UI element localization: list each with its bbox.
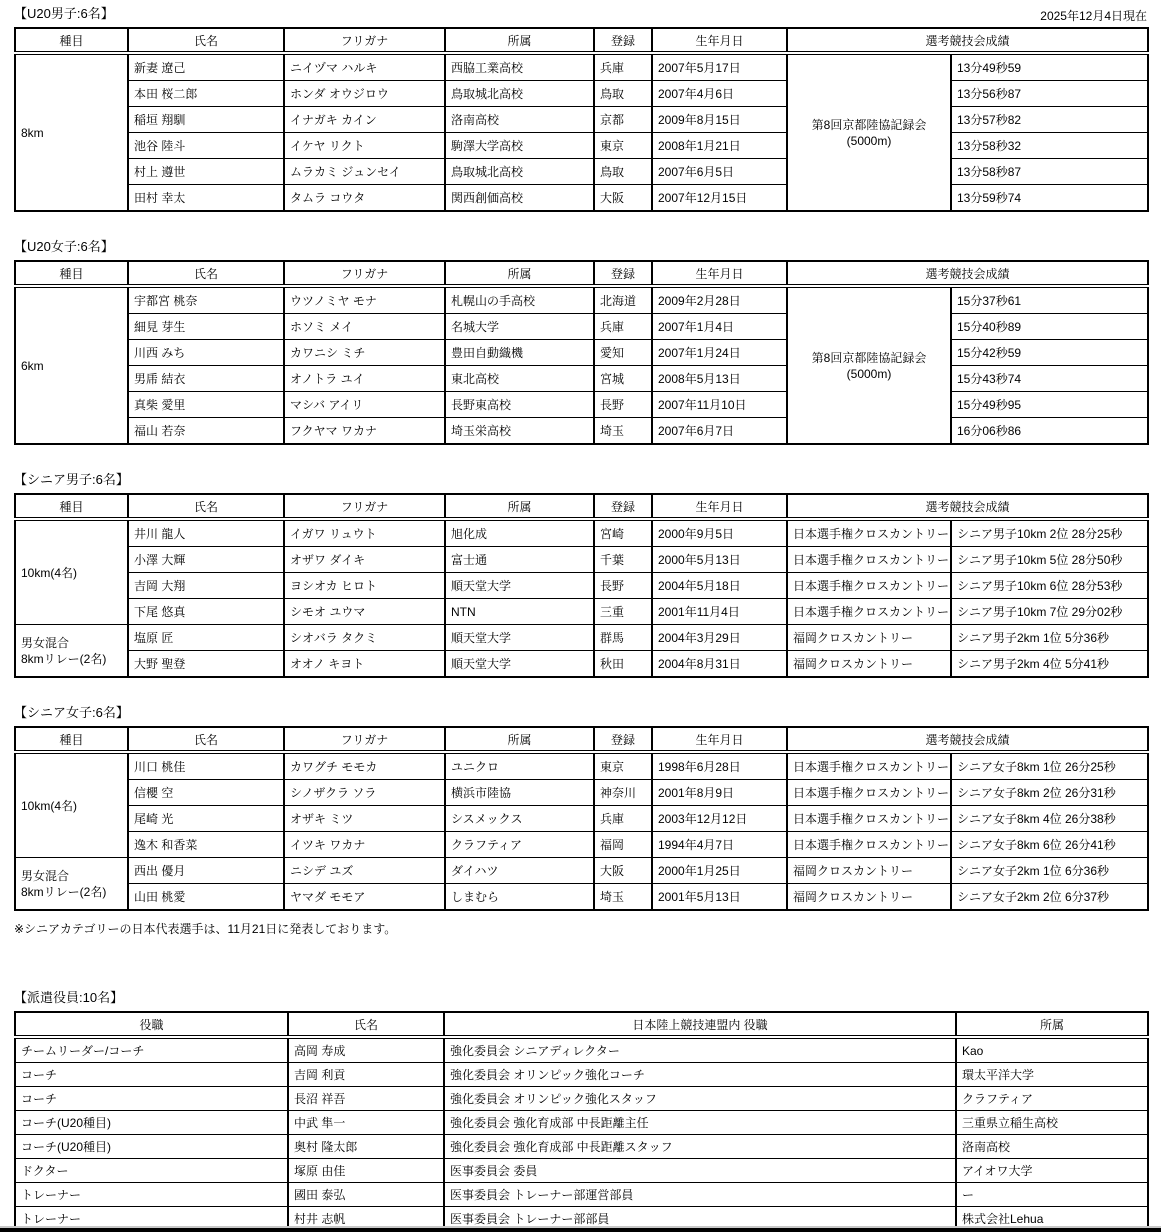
meet-cell: 日本選手権クロスカントリー xyxy=(787,599,951,625)
staff-name: 奥村 隆太郎 xyxy=(288,1135,444,1159)
athlete-name: 男乕 結衣 xyxy=(128,366,284,392)
meet-cell xyxy=(787,53,951,211)
meet-name: 第8回京都陸協記録会 xyxy=(811,117,927,132)
staff-role: チームリーダー/コーチ xyxy=(15,1037,288,1063)
athlete-dob: 2007年4月6日 xyxy=(652,81,787,107)
athlete-name: 池谷 陸斗 xyxy=(128,133,284,159)
staff-federation-role: 強化委員会 強化育成部 中長距離スタッフ xyxy=(444,1135,956,1159)
section-title-senior-women: 【シニア女子:6名】 xyxy=(14,705,129,720)
col-header-federation-role: 日本陸上競技連盟内 役職 xyxy=(444,1012,956,1037)
section-title-senior-men: 【シニア男子:6名】 xyxy=(14,472,129,487)
athlete-dob: 2004年8月31日 xyxy=(652,651,787,678)
athlete-team: 鳥取城北高校 xyxy=(445,159,594,185)
athlete-pref: 東京 xyxy=(594,752,652,780)
athlete-team: 札幌山の手高校 xyxy=(445,286,594,314)
event-cell xyxy=(15,858,128,911)
meet-cell: 日本選手権クロスカントリー xyxy=(787,832,951,858)
athlete-team: 洛南高校 xyxy=(445,107,594,133)
staff-team: 株式会社Lehua xyxy=(956,1207,1148,1232)
table-row xyxy=(15,1063,1148,1087)
col-header-team: 所属 xyxy=(445,261,594,286)
athlete-kana: マシバ アイリ xyxy=(284,392,445,418)
athlete-dob: 2007年11月10日 xyxy=(652,392,787,418)
meet-cell: 福岡クロスカントリー xyxy=(787,884,951,911)
athlete-dob: 2000年1月25日 xyxy=(652,858,787,884)
table-row xyxy=(15,185,1148,212)
table-row xyxy=(15,107,1148,133)
col-header-kana: フリガナ xyxy=(284,28,445,53)
col-header-event: 種目 xyxy=(15,261,128,286)
col-header-team: 所属 xyxy=(445,28,594,53)
staff-federation-role: 強化委員会 シニアディレクター xyxy=(444,1037,956,1063)
staff-federation-role: 強化委員会 オリンピック強化スタッフ xyxy=(444,1087,956,1111)
col-header-kana: フリガナ xyxy=(284,494,445,519)
athlete-pref: 長野 xyxy=(594,392,652,418)
athlete-kana: イナガキ カイン xyxy=(284,107,445,133)
staff-federation-role: 医事委員会 トレーナー部部員 xyxy=(444,1207,956,1232)
staff-role: トレーナー xyxy=(15,1183,288,1207)
athlete-kana: シオバラ タクミ xyxy=(284,625,445,651)
athlete-name: 真柴 愛里 xyxy=(128,392,284,418)
athlete-dob: 2009年8月15日 xyxy=(652,107,787,133)
athlete-pref: 北海道 xyxy=(594,286,652,314)
table-row xyxy=(15,81,1148,107)
staff-name: 長沼 祥吾 xyxy=(288,1087,444,1111)
event-cell xyxy=(15,625,128,678)
col-header-dob: 生年月日 xyxy=(652,727,787,752)
athlete-dob: 2004年3月29日 xyxy=(652,625,787,651)
athlete-name: 逸木 和香菜 xyxy=(128,832,284,858)
athlete-team: 名城大学 xyxy=(445,314,594,340)
col-header-pref: 登録 xyxy=(594,727,652,752)
athlete-name: 西出 優月 xyxy=(128,858,284,884)
athlete-result: シニア女子8km 1位 26分25秒 xyxy=(951,752,1148,780)
athlete-kana: イケヤ リクト xyxy=(284,133,445,159)
athlete-pref: 兵庫 xyxy=(594,806,652,832)
athlete-team: 駒澤大学高校 xyxy=(445,133,594,159)
table-row xyxy=(15,752,1148,780)
athlete-name: 村上 遵世 xyxy=(128,159,284,185)
col-header-pref: 登録 xyxy=(594,261,652,286)
event-cell: 10km(4名) xyxy=(15,752,128,858)
col-header-name: 氏名 xyxy=(128,494,284,519)
staff-team: 洛南高校 xyxy=(956,1135,1148,1159)
athlete-team: 関西創価高校 xyxy=(445,185,594,212)
table-row xyxy=(15,573,1148,599)
senior-men-table xyxy=(14,493,1149,678)
meet-cell: 日本選手権クロスカントリー xyxy=(787,780,951,806)
athlete-result: 13分59秒74 xyxy=(951,185,1148,212)
meet-cell: 日本選手権クロスカントリー xyxy=(787,752,951,780)
meet-cell xyxy=(787,286,951,444)
col-header-team: 所属 xyxy=(956,1012,1148,1037)
athlete-team: 順天堂大学 xyxy=(445,573,594,599)
u20-women-table xyxy=(14,260,1149,445)
as-of-date: 2025年12月4日現在 xyxy=(1040,9,1147,23)
event-line: 8kmリレー(2名) xyxy=(21,651,107,666)
athlete-name: 信櫻 空 xyxy=(128,780,284,806)
table-row xyxy=(15,340,1148,366)
athlete-pref: 埼玉 xyxy=(594,418,652,445)
col-header-kana: フリガナ xyxy=(284,261,445,286)
meet-distance: (5000m) xyxy=(846,366,892,381)
athlete-kana: ムラカミ ジュンセイ xyxy=(284,159,445,185)
athlete-pref: 秋田 xyxy=(594,651,652,678)
athlete-dob: 2008年1月21日 xyxy=(652,133,787,159)
table-row xyxy=(15,884,1148,911)
athlete-pref: 大阪 xyxy=(594,858,652,884)
meet-cell: 福岡クロスカントリー xyxy=(787,651,951,678)
meet-cell: 福岡クロスカントリー xyxy=(787,625,951,651)
athlete-kana: ニイヅマ ハルキ xyxy=(284,53,445,81)
athlete-pref: 福岡 xyxy=(594,832,652,858)
athlete-pref: 埼玉 xyxy=(594,884,652,911)
event-line: 8kmリレー(2名) xyxy=(21,884,107,899)
table-row xyxy=(15,133,1148,159)
staff-team: ー xyxy=(956,1183,1148,1207)
athlete-name: 大野 聖登 xyxy=(128,651,284,678)
athlete-kana: ウツノミヤ モナ xyxy=(284,286,445,314)
table-row xyxy=(15,599,1148,625)
meet-cell: 日本選手権クロスカントリー xyxy=(787,573,951,599)
athlete-kana: オザワ ダイキ xyxy=(284,547,445,573)
athlete-team: 順天堂大学 xyxy=(445,625,594,651)
staff-role: コーチ(U20種目) xyxy=(15,1111,288,1135)
meet-cell: 福岡クロスカントリー xyxy=(787,858,951,884)
athlete-pref: 鳥取 xyxy=(594,81,652,107)
table-row xyxy=(15,1159,1148,1183)
athlete-kana: オノトラ ユイ xyxy=(284,366,445,392)
staff-role: トレーナー xyxy=(15,1207,288,1232)
athlete-result: シニア女子8km 6位 26分41秒 xyxy=(951,832,1148,858)
athlete-team: シスメックス xyxy=(445,806,594,832)
athlete-name: 稲垣 翔馴 xyxy=(128,107,284,133)
athlete-dob: 2007年5月17日 xyxy=(652,53,787,81)
staff-name: 塚原 由佳 xyxy=(288,1159,444,1183)
athlete-team: NTN xyxy=(445,599,594,625)
staff-name: 村井 志帆 xyxy=(288,1207,444,1232)
col-header-pref: 登録 xyxy=(594,28,652,53)
athlete-team: しまむら xyxy=(445,884,594,911)
athlete-pref: 東京 xyxy=(594,133,652,159)
athlete-kana: ニシデ ユズ xyxy=(284,858,445,884)
table-row xyxy=(15,53,1148,81)
athlete-team: クラフティア xyxy=(445,832,594,858)
athlete-dob: 2007年1月24日 xyxy=(652,340,787,366)
section-title-u20-men: 【U20男子:6名】 xyxy=(14,6,114,21)
col-header-result: 選考競技会成績 xyxy=(787,727,1148,752)
col-header-team: 所属 xyxy=(445,494,594,519)
staff-table xyxy=(14,1011,1149,1232)
meet-name: 第8回京都陸協記録会 xyxy=(811,350,927,365)
athlete-dob: 2001年5月13日 xyxy=(652,884,787,911)
table-row xyxy=(15,519,1148,547)
event-line: 男女混合 xyxy=(21,635,70,650)
athlete-pref: 京都 xyxy=(594,107,652,133)
athlete-team: 横浜市陸協 xyxy=(445,780,594,806)
athlete-pref: 長野 xyxy=(594,573,652,599)
staff-federation-role: 医事委員会 委員 xyxy=(444,1159,956,1183)
athlete-dob: 2009年2月28日 xyxy=(652,286,787,314)
athlete-team: 順天堂大学 xyxy=(445,651,594,678)
athlete-dob: 2007年12月15日 xyxy=(652,185,787,212)
table-row xyxy=(15,286,1148,314)
athlete-result: 13分49秒59 xyxy=(951,53,1148,81)
athlete-result: 15分49秒95 xyxy=(951,392,1148,418)
athlete-kana: オオノ キヨト xyxy=(284,651,445,678)
athlete-pref: 神奈川 xyxy=(594,780,652,806)
athlete-result: シニア男子10km 6位 28分53秒 xyxy=(951,573,1148,599)
athlete-pref: 兵庫 xyxy=(594,53,652,81)
table-row xyxy=(15,1037,1148,1063)
header-row xyxy=(15,28,1148,53)
staff-name: 吉岡 利貢 xyxy=(288,1063,444,1087)
table-row xyxy=(15,159,1148,185)
table-row xyxy=(15,1087,1148,1111)
senior-women-table xyxy=(14,726,1149,911)
athlete-name: 井川 龍人 xyxy=(128,519,284,547)
staff-team: 三重県立稲生高校 xyxy=(956,1111,1148,1135)
header-row xyxy=(15,494,1148,519)
col-header-name: 氏名 xyxy=(288,1012,444,1037)
staff-role: コーチ xyxy=(15,1063,288,1087)
athlete-dob: 2008年5月13日 xyxy=(652,366,787,392)
athlete-name: 山田 桃愛 xyxy=(128,884,284,911)
col-header-event: 種目 xyxy=(15,28,128,53)
col-header-result: 選考競技会成績 xyxy=(787,28,1148,53)
col-header-event: 種目 xyxy=(15,727,128,752)
athlete-kana: イガワ リュウト xyxy=(284,519,445,547)
athlete-kana: カワグチ モモカ xyxy=(284,752,445,780)
col-header-event: 種目 xyxy=(15,494,128,519)
staff-team: Kao xyxy=(956,1037,1148,1063)
athlete-name: 下尾 悠真 xyxy=(128,599,284,625)
meet-cell: 日本選手権クロスカントリー xyxy=(787,806,951,832)
athlete-name: 塩原 匠 xyxy=(128,625,284,651)
table-row xyxy=(15,418,1148,445)
athlete-dob: 2001年8月9日 xyxy=(652,780,787,806)
athlete-result: シニア女子2km 1位 6分36秒 xyxy=(951,858,1148,884)
col-header-name: 氏名 xyxy=(128,28,284,53)
staff-name: 國田 泰弘 xyxy=(288,1183,444,1207)
athlete-pref: 群馬 xyxy=(594,625,652,651)
athlete-result: シニア男子10km 5位 28分50秒 xyxy=(951,547,1148,573)
athlete-result: 15分42秒59 xyxy=(951,340,1148,366)
athlete-dob: 2000年5月13日 xyxy=(652,547,787,573)
athlete-dob: 1994年4月7日 xyxy=(652,832,787,858)
staff-federation-role: 強化委員会 強化育成部 中長距離主任 xyxy=(444,1111,956,1135)
athlete-name: 本田 桜二郎 xyxy=(128,81,284,107)
staff-role: コーチ xyxy=(15,1087,288,1111)
table-row xyxy=(15,1111,1148,1135)
athlete-pref: 大阪 xyxy=(594,185,652,212)
athlete-name: 細見 芽生 xyxy=(128,314,284,340)
col-header-dob: 生年月日 xyxy=(652,261,787,286)
athlete-name: 川西 みち xyxy=(128,340,284,366)
athlete-kana: ホンダ オウジロウ xyxy=(284,81,445,107)
header-row xyxy=(15,261,1148,286)
col-header-role: 役職 xyxy=(15,1012,288,1037)
event-line: 男女混合 xyxy=(21,868,70,883)
table-row xyxy=(15,625,1148,651)
u20-men-table xyxy=(14,27,1149,212)
athlete-result: シニア男子10km 7位 29分02秒 xyxy=(951,599,1148,625)
athlete-name: 宇都宮 桃奈 xyxy=(128,286,284,314)
col-header-name: 氏名 xyxy=(128,261,284,286)
athlete-pref: 宮崎 xyxy=(594,519,652,547)
athlete-kana: ヤマダ モモア xyxy=(284,884,445,911)
meet-cell: 日本選手権クロスカントリー xyxy=(787,519,951,547)
athlete-team: 西脇工業高校 xyxy=(445,53,594,81)
athlete-name: 小澤 大輝 xyxy=(128,547,284,573)
athlete-result: 15分43秒74 xyxy=(951,366,1148,392)
staff-team: クラフティア xyxy=(956,1087,1148,1111)
athlete-result: シニア男子2km 1位 5分36秒 xyxy=(951,625,1148,651)
table-row xyxy=(15,651,1148,678)
athlete-name: 福山 若奈 xyxy=(128,418,284,445)
senior-announcement-note: ※シニアカテゴリーの日本代表選手は、11月21日に発表しております。 xyxy=(14,922,397,936)
event-cell: 8km xyxy=(15,53,128,211)
athlete-name: 川口 桃佳 xyxy=(128,752,284,780)
col-header-result: 選考競技会成績 xyxy=(787,261,1148,286)
cutoff-row-border xyxy=(0,1228,1161,1232)
athlete-team: 富士通 xyxy=(445,547,594,573)
athlete-dob: 2007年1月4日 xyxy=(652,314,787,340)
athlete-kana: オザキ ミツ xyxy=(284,806,445,832)
athlete-team: ユニクロ xyxy=(445,752,594,780)
athlete-team: 鳥取城北高校 xyxy=(445,81,594,107)
athlete-kana: シノザクラ ソラ xyxy=(284,780,445,806)
staff-federation-role: 医事委員会 トレーナー部運営部員 xyxy=(444,1183,956,1207)
athlete-kana: カワニシ ミチ xyxy=(284,340,445,366)
athlete-pref: 三重 xyxy=(594,599,652,625)
athlete-dob: 2007年6月7日 xyxy=(652,418,787,445)
athlete-dob: 2000年9月5日 xyxy=(652,519,787,547)
athlete-pref: 宮城 xyxy=(594,366,652,392)
athlete-pref: 兵庫 xyxy=(594,314,652,340)
athlete-dob: 1998年6月28日 xyxy=(652,752,787,780)
table-row xyxy=(15,1135,1148,1159)
staff-team: アイオワ大学 xyxy=(956,1159,1148,1183)
athlete-result: 13分58秒32 xyxy=(951,133,1148,159)
athlete-kana: ヨシオカ ヒロト xyxy=(284,573,445,599)
athlete-team: 長野東高校 xyxy=(445,392,594,418)
athlete-name: 新妻 遼己 xyxy=(128,53,284,81)
staff-team: 環太平洋大学 xyxy=(956,1063,1148,1087)
staff-name: 高岡 寿成 xyxy=(288,1037,444,1063)
athlete-name: 吉岡 大翔 xyxy=(128,573,284,599)
col-header-pref: 登録 xyxy=(594,494,652,519)
table-row xyxy=(15,314,1148,340)
event-cell: 6km xyxy=(15,286,128,444)
athlete-result: 16分06秒86 xyxy=(951,418,1148,445)
athlete-team: 東北高校 xyxy=(445,366,594,392)
athlete-result: シニア男子2km 4位 5分41秒 xyxy=(951,651,1148,678)
athlete-pref: 千葉 xyxy=(594,547,652,573)
athlete-name: 田村 幸太 xyxy=(128,185,284,212)
athlete-dob: 2007年6月5日 xyxy=(652,159,787,185)
athlete-result: シニア女子8km 2位 26分31秒 xyxy=(951,780,1148,806)
athlete-result: 15分37秒61 xyxy=(951,286,1148,314)
table-row xyxy=(15,366,1148,392)
athlete-kana: タムラ コウタ xyxy=(284,185,445,212)
athlete-result: シニア女子2km 2位 6分37秒 xyxy=(951,884,1148,911)
athlete-team: 旭化成 xyxy=(445,519,594,547)
athlete-kana: シモオ ユウマ xyxy=(284,599,445,625)
table-row xyxy=(15,780,1148,806)
athlete-result: 13分58秒87 xyxy=(951,159,1148,185)
staff-role: ドクター xyxy=(15,1159,288,1183)
athlete-name: 尾崎 光 xyxy=(128,806,284,832)
section-title-staff: 【派遣役員:10名】 xyxy=(14,990,124,1005)
table-row xyxy=(15,832,1148,858)
athlete-kana: ホソミ メイ xyxy=(284,314,445,340)
athlete-result: 13分57秒82 xyxy=(951,107,1148,133)
staff-role: コーチ(U20種目) xyxy=(15,1135,288,1159)
event-cell: 10km(4名) xyxy=(15,519,128,625)
athlete-result: 13分56秒87 xyxy=(951,81,1148,107)
col-header-team: 所属 xyxy=(445,727,594,752)
col-header-dob: 生年月日 xyxy=(652,28,787,53)
header-row xyxy=(15,727,1148,752)
meet-distance: (5000m) xyxy=(846,133,892,148)
athlete-team: 豊田自動織機 xyxy=(445,340,594,366)
athlete-result: シニア女子8km 4位 26分38秒 xyxy=(951,806,1148,832)
athlete-team: ダイハツ xyxy=(445,858,594,884)
table-row xyxy=(15,806,1148,832)
col-header-kana: フリガナ xyxy=(284,727,445,752)
athlete-kana: イツキ ワカナ xyxy=(284,832,445,858)
athlete-dob: 2003年12月12日 xyxy=(652,806,787,832)
table-row xyxy=(15,547,1148,573)
table-row xyxy=(15,392,1148,418)
athlete-result: 15分40秒89 xyxy=(951,314,1148,340)
col-header-name: 氏名 xyxy=(128,727,284,752)
athlete-dob: 2004年5月18日 xyxy=(652,573,787,599)
section-title-u20-women: 【U20女子:6名】 xyxy=(14,239,114,254)
athlete-kana: フクヤマ ワカナ xyxy=(284,418,445,445)
staff-federation-role: 強化委員会 オリンピック強化コーチ xyxy=(444,1063,956,1087)
athlete-pref: 鳥取 xyxy=(594,159,652,185)
athlete-team: 埼玉栄高校 xyxy=(445,418,594,445)
col-header-result: 選考競技会成績 xyxy=(787,494,1148,519)
athlete-dob: 2001年11月4日 xyxy=(652,599,787,625)
header-row xyxy=(15,1012,1148,1037)
athlete-pref: 愛知 xyxy=(594,340,652,366)
table-row xyxy=(15,858,1148,884)
staff-name: 中武 隼一 xyxy=(288,1111,444,1135)
col-header-dob: 生年月日 xyxy=(652,494,787,519)
meet-cell: 日本選手権クロスカントリー xyxy=(787,547,951,573)
athlete-result: シニア男子10km 2位 28分25秒 xyxy=(951,519,1148,547)
